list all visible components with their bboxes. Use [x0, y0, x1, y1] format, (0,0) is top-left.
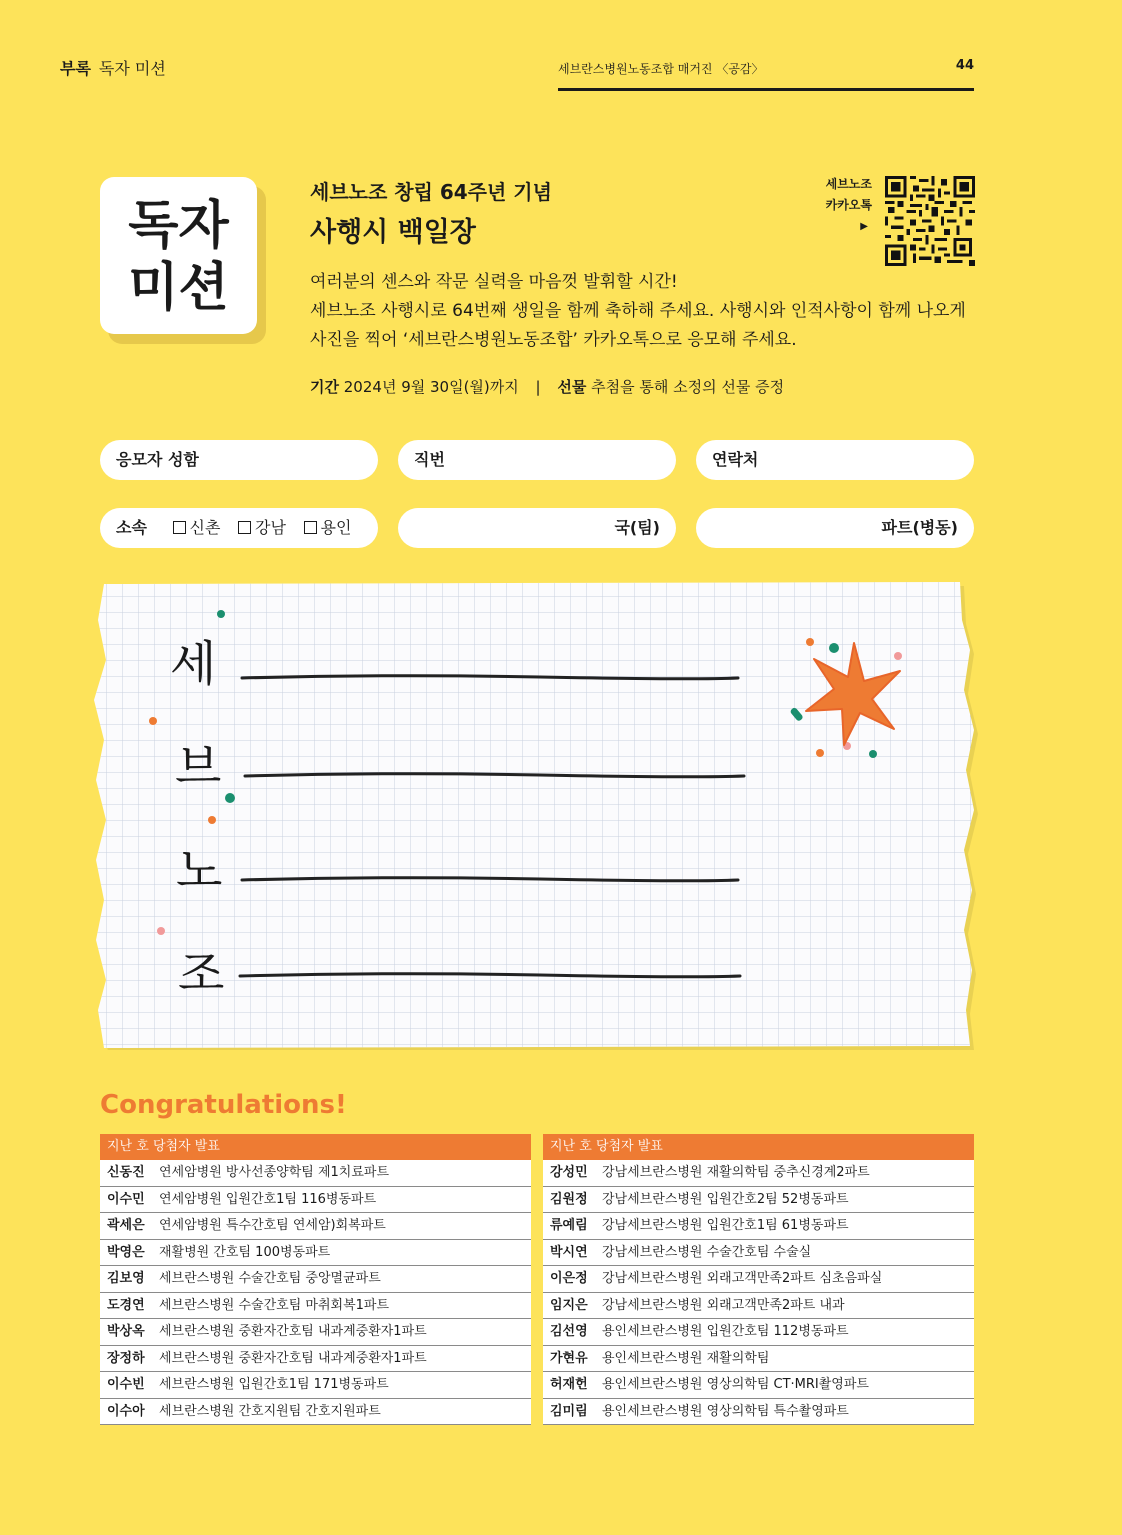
gift-value: 추첨을 통해 소정의 선물 증정 — [591, 378, 785, 396]
winner-affiliation: 용인세브란스병원 영상의학팀 특수촬영파트 — [602, 1403, 849, 1419]
table-row — [100, 1372, 531, 1399]
winner-name: 가현유 — [550, 1350, 588, 1366]
winner-name: 박상옥 — [107, 1324, 145, 1339]
winner-affiliation: 세브란스병원 수술간호팀 마취회복1파트 — [159, 1297, 390, 1313]
department-field[interactable] — [398, 508, 676, 548]
contact-field[interactable] — [696, 440, 974, 480]
winner-affiliation: 강남세브란스병원 재활의학팀 중추신경계2파트 — [602, 1165, 870, 1180]
winner-name: 박영은 — [107, 1244, 145, 1260]
table-row — [100, 1319, 531, 1346]
option-sinchon: 신촌 — [189, 518, 221, 537]
gift-label: 선물 — [557, 378, 587, 396]
table-row — [100, 1240, 531, 1267]
winner-name: 도경연 — [107, 1297, 145, 1313]
winner-affiliation: 연세암병원 입원간호1팀 116병동파트 — [159, 1191, 377, 1207]
winner-affiliation: 연세암병원 특수간호팀 연세암)회복파트 — [159, 1218, 386, 1233]
winner-affiliation: 연세암병원 방사선종양학팀 제1치료파트 — [159, 1165, 390, 1180]
table-row — [543, 1319, 974, 1346]
table-row — [100, 1346, 531, 1373]
winner-name: 허재헌 — [550, 1377, 588, 1392]
table-row — [100, 1293, 531, 1320]
option-yongin: 용인 — [320, 518, 352, 537]
winner-name: 이수아 — [107, 1403, 145, 1419]
winners-header: 지난 호 당첨자 발표 — [100, 1134, 531, 1160]
winner-name: 이수민 — [107, 1191, 145, 1207]
winners-header: 지난 호 당첨자 발표 — [543, 1134, 974, 1160]
table-row — [543, 1266, 974, 1293]
winners-table-right — [543, 1134, 974, 1425]
table-row — [100, 1399, 531, 1426]
event-description — [310, 268, 966, 355]
part-field[interactable] — [696, 508, 974, 548]
winner-name: 신동진 — [107, 1165, 145, 1180]
badge-line-1: 독자 — [128, 196, 229, 256]
poem-letter-1: 세 — [170, 636, 217, 692]
winner-affiliation: 용인세브란스병원 재활의학팀 — [602, 1350, 770, 1366]
desc-line: 세브노조 사행시로 64번째 생일을 함께 축하해 주세요. 사행시와 인적사항이 함께 나오게 — [310, 301, 966, 321]
checkbox-gangnam[interactable] — [238, 521, 251, 534]
department-label: 국(팀) — [614, 518, 660, 537]
winner-name: 김원정 — [550, 1191, 588, 1207]
affiliation-label: 소속 — [116, 518, 147, 537]
table-row — [543, 1187, 974, 1214]
section-title: 독자 미션 — [98, 59, 166, 78]
part-label: 파트(병동) — [881, 518, 958, 537]
winner-name: 장정하 — [107, 1350, 145, 1366]
winner-name: 김미림 — [550, 1403, 588, 1419]
option-gangnam: 강남 — [255, 518, 286, 537]
table-row — [100, 1187, 531, 1214]
qr-label-line-1: 세브노조 — [825, 177, 872, 191]
winner-affiliation: 용인세브란스병원 입원간호팀 112병동파트 — [602, 1324, 849, 1339]
qr-code-icon[interactable] — [885, 176, 975, 266]
winner-affiliation: 세브란스병원 수술간호팀 중앙멸균파트 — [159, 1271, 381, 1286]
table-row — [543, 1213, 974, 1240]
qr-label — [800, 174, 872, 237]
applicant-name-label: 응모자 성함 — [116, 450, 199, 469]
badge-line-2: 미션 — [128, 258, 229, 318]
winner-affiliation: 세브란스병원 입원간호1팀 171병동파트 — [159, 1377, 389, 1392]
table-row — [100, 1266, 531, 1293]
winners-table-left — [100, 1134, 531, 1425]
winner-name: 임지은 — [550, 1297, 588, 1313]
winner-name: 곽세은 — [107, 1218, 145, 1233]
winner-name: 김선영 — [550, 1324, 588, 1339]
event-subtitle: 세브노조 창립 64주년 기념 — [310, 180, 552, 204]
winner-affiliation: 강남세브란스병원 수술간호팀 수술실 — [602, 1244, 812, 1260]
employee-number-field[interactable] — [398, 440, 676, 480]
separator: | — [535, 378, 541, 396]
table-row — [543, 1293, 974, 1320]
table-row — [543, 1346, 974, 1373]
congrats-title: Congratulations! — [100, 1090, 347, 1120]
event-title: 사행시 백일장 — [310, 217, 476, 248]
contact-label: 연락처 — [712, 450, 759, 469]
winner-affiliation: 용인세브란스병원 영상의학팀 CT·MRI촬영파트 — [602, 1377, 869, 1392]
winner-affiliation: 세브란스병원 중환자간호팀 내과계중환자1파트 — [159, 1350, 427, 1366]
poem-letter-4: 조 — [178, 946, 225, 1002]
period-value: 2024년 9월 30일(월)까지 — [343, 378, 519, 396]
winner-affiliation: 강남세브란스병원 입원간호2팀 52병동파트 — [602, 1191, 849, 1207]
desc-line: 사진을 찍어 ‘세브란스병원노동조합’ 카카오톡으로 응모해 주세요. — [310, 330, 797, 350]
table-row — [543, 1240, 974, 1267]
winner-affiliation: 세브란스병원 간호지원팀 간호지원파트 — [159, 1403, 381, 1419]
period-label: 기간 — [310, 378, 339, 396]
table-row — [543, 1372, 974, 1399]
employee-number-label: 직번 — [414, 450, 445, 469]
winner-name: 류예림 — [550, 1218, 588, 1233]
winner-name: 박시연 — [550, 1244, 588, 1260]
arrow-right-icon: ▶ — [860, 221, 868, 232]
page-number: 44 — [955, 58, 974, 73]
poem-letter-3: 노 — [176, 843, 223, 899]
table-row — [543, 1160, 974, 1187]
poem-letter-2: 브 — [175, 739, 222, 795]
section-label: 부록 — [60, 59, 91, 78]
magazine-name: 세브란스병원노동조합 매거진 〈공감〉 — [558, 62, 764, 76]
section-header — [60, 56, 166, 79]
magazine-header — [558, 58, 974, 91]
table-row — [100, 1213, 531, 1240]
affiliation-field — [100, 508, 378, 548]
winner-affiliation: 강남세브란스병원 외래고객만족2파트 내과 — [602, 1297, 845, 1313]
winner-affiliation: 세브란스병원 중환자간호팀 내과계중환자1파트 — [159, 1324, 427, 1339]
qr-label-line-2: 카카오톡 — [825, 198, 872, 212]
winner-name: 강성민 — [550, 1165, 588, 1180]
winner-affiliation: 강남세브란스병원 입원간호1팀 61병동파트 — [602, 1218, 849, 1233]
applicant-name-field[interactable] — [100, 440, 378, 480]
checkbox-yongin[interactable] — [304, 521, 317, 534]
table-row — [543, 1399, 974, 1426]
event-period — [310, 376, 784, 397]
winner-affiliation: 강남세브란스병원 외래고객만족2파트 심초음파실 — [602, 1271, 883, 1286]
winner-name: 이수빈 — [107, 1377, 145, 1392]
checkbox-sinchon[interactable] — [173, 521, 186, 534]
winner-affiliation: 재활병원 간호팀 100병동파트 — [159, 1244, 331, 1260]
mission-badge — [100, 177, 257, 334]
table-row — [100, 1160, 531, 1187]
winner-name: 김보영 — [107, 1271, 145, 1286]
desc-line: 여러분의 센스와 작문 실력을 마음껏 발휘할 시간! — [310, 272, 678, 292]
winner-name: 이은정 — [550, 1271, 588, 1286]
